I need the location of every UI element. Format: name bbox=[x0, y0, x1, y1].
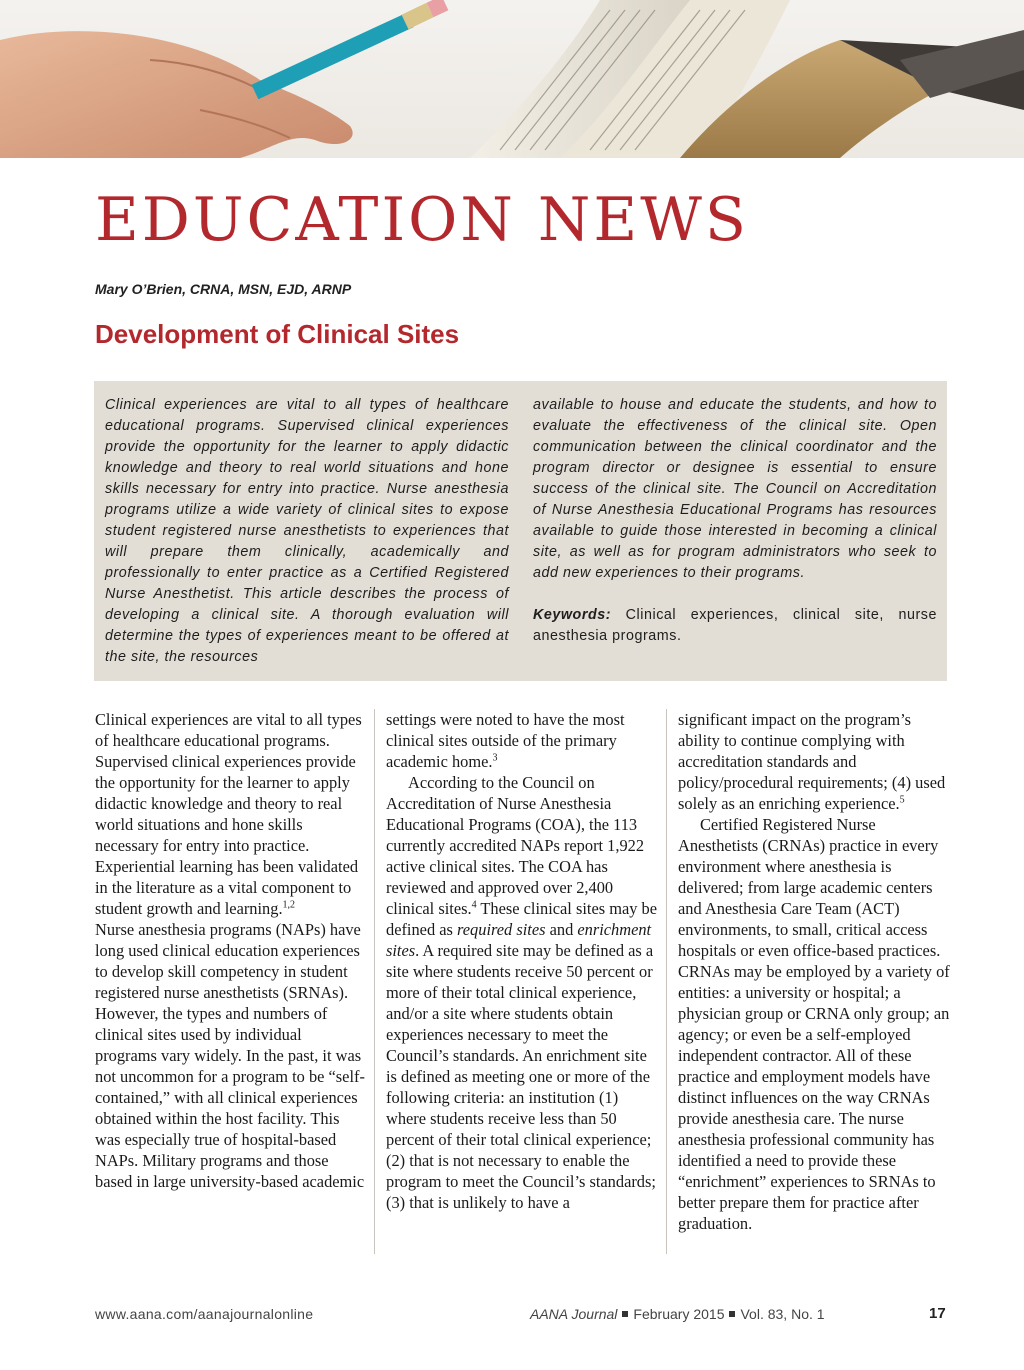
keywords bbox=[533, 605, 937, 647]
square-bullet-icon bbox=[622, 1311, 628, 1317]
author-byline: Mary O’Brien, CRNA, MSN, EJD, ARNP bbox=[95, 281, 352, 297]
citation: 3 bbox=[492, 752, 498, 764]
paragraph: Nurse anesthesia programs (NAPs) have long used clinical education experiences to develop skill competency in student registered nurse anesthetists (SRNAs). However, the types and numbers of clinical sites used by individual programs vary widely. In the past, it was not uncommon for a program to be “self-contained,” with all clinical experiences obtained within the host facility. This was especially true of hospital-based NAPs. Military programs and those based in large university-based academic bbox=[95, 920, 365, 1191]
article-title: Development of Clinical Sites bbox=[95, 319, 460, 349]
column-divider bbox=[374, 709, 375, 1254]
square-bullet-icon bbox=[729, 1311, 735, 1317]
abstract-left-column: Clinical experiences are vital to all types of healthcare educational programs. Supervised clinical experiences provide the opportunity for the learner to apply didactic knowledge and theory to real world situations and hone skills necessary for entry into practice. Nurse anesthesia programs utilize a wide variety of clinical sites to expose student registered nurse anesthetists to experiences that will prepare them clinically, academically and professionally to enter practice as a Certified Registered Nurse Anesthetist. This article describes the process of developing a clinical site. A thorough evaluation will determine the types of experiences meant to be offered at the site, the resources bbox=[105, 397, 509, 665]
page-number: 17 bbox=[929, 1305, 946, 1322]
pencil-icon bbox=[255, 3, 445, 92]
paragraph: According to the Council on Accreditation of Nurse Anesthesia Educational Programs (COA), the 113 currently accredited NAPs report 1,922 active clinical sites. The COA has reviewed and approved over 2,400 clinical sites.$^4$ These clinical sites may be defined as required sites and enrichment sites. A required site may be defined as a site where students receive 50 percent or more of their total clinical experience, and/or a site where students obtain experiences necessary to meet the Council’s standards. An enrichment site is defined as meeting one or more of the following criteria: an institution (1) where students receive less than 50 percent of their total clinical experience; (2) that is not necessary to enable the program to meet the Council’s standards; (3) that is unlikely to have a bbox=[386, 773, 657, 1212]
paragraph: Certified Registered Nurse Anesthetists (CRNAs) practice in every environment where anesthesia is delivered; from large academic centers and Anesthesia Care Team (ACT) environments, to small, critical access hospitals or even office-based practices. CRNAs may be employed by a variety of entities: a university or hospital; a physician group or CRNA only group; an agency; or even be a self-employed independent contractor. All of these practice and employment models have distinct influences on the way CRNAs provide anesthesia care. The nurse anesthesia professional community has identified a need to provide these “enrichment” experiences to SRNAs to better prepare them for practice after graduation. bbox=[678, 815, 950, 1233]
abstract-box bbox=[94, 381, 947, 681]
paragraph: settings were noted to have the most clinical sites outside of the primary academic home.$^3$ bbox=[386, 710, 625, 771]
keywords-text: Clinical experiences, clinical site, nurse anesthesia programs. bbox=[533, 607, 937, 644]
footer-url-link[interactable]: www.aana.com/aanajournalonline bbox=[95, 1306, 314, 1322]
paragraph: significant impact on the program’s ability to continue complying with accreditation standards and policy/procedural requirements; (4) used solely as an enriching experience.$^5$ bbox=[678, 710, 946, 813]
paragraph: Clinical experiences are vital to all types of healthcare educational programs. Supervised clinical experiences provide the opportunity for the learner to apply didactic knowledge and theory to real world situations and hone skills necessary for entry into practice. Experiential learning has been validated in the literature as a vital component to student growth and learning.$^{1,2}$ bbox=[95, 710, 362, 918]
abstract-text: available to house and educate the students, and how to evaluate the effectiveness of the clinical site. Open communication between the clinical coordinator and the program director or designee is essential to ensure success of the clinical site. The Council on Accreditation of Nurse Anesthesia Educational Programs has resources available to guide those interested in becoming a clinical site, as well as for program administrators who seek to add new experiences to their programs. bbox=[533, 397, 937, 581]
footer-journal-info: AANA Journal February 2015 Vol. 83, No. 1 bbox=[530, 1306, 825, 1322]
abstract-right-column bbox=[533, 395, 937, 647]
citation: 1,2 bbox=[282, 899, 296, 911]
citation: 4 bbox=[471, 899, 477, 911]
hand-pencil-book-illustration bbox=[0, 0, 1024, 158]
body-column-1 bbox=[95, 709, 365, 1192]
body-column-3 bbox=[678, 709, 950, 1234]
body-column-2 bbox=[386, 709, 658, 1213]
header-photo bbox=[0, 0, 1024, 158]
masthead: EDUCATION NEWS bbox=[95, 185, 749, 255]
citation: 5 bbox=[899, 794, 905, 806]
keywords-label: Keywords: bbox=[533, 607, 612, 623]
column-divider bbox=[666, 709, 667, 1254]
